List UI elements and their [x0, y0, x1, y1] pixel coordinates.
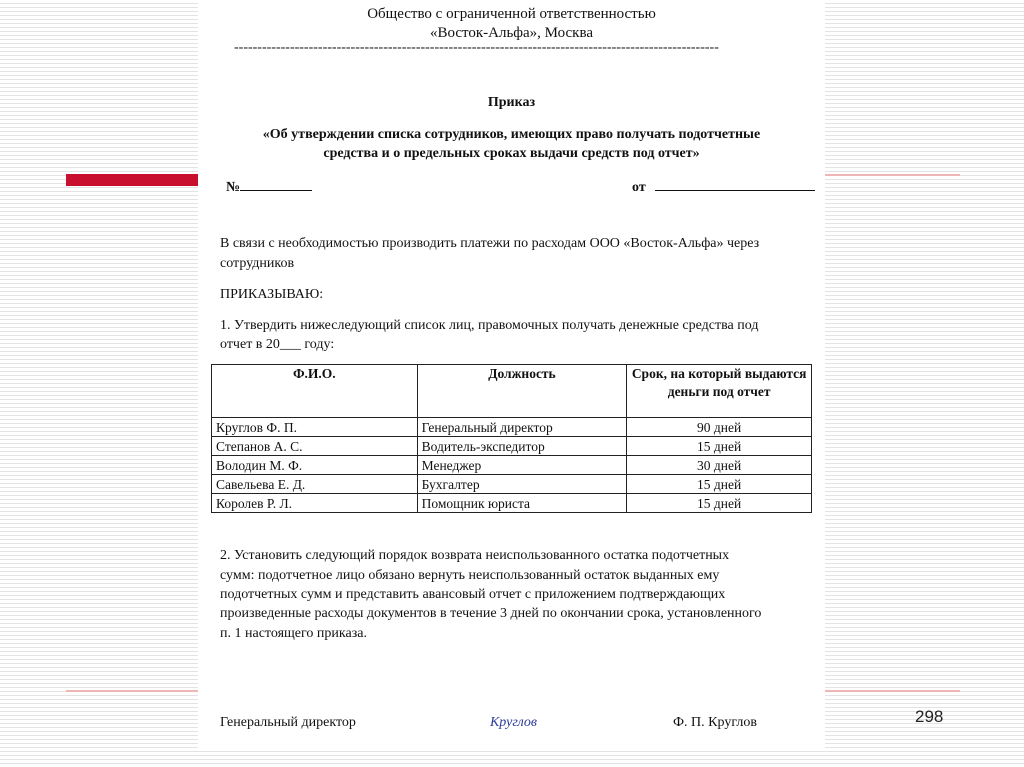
order-title: Приказ — [487, 95, 536, 110]
red-accent-bar — [66, 174, 198, 186]
table-row — [212, 494, 812, 513]
org-name-line1: Общество с ограниченной ответственностью — [367, 6, 656, 22]
order-number-blank — [240, 176, 312, 191]
header-divider: -------------------------------------------------------------------------------------------------------- — [234, 40, 719, 54]
slide-page-number: 298 — [915, 707, 944, 726]
table-row — [212, 418, 812, 437]
paragraph1-line2: отчет в 20___ году: — [220, 337, 335, 352]
header-fio: Ф.И.О. — [212, 365, 418, 418]
cell-name: Володин М. Ф. — [212, 456, 418, 475]
accent-line-right-top — [825, 174, 960, 176]
table-row — [212, 456, 812, 475]
order-number-label: № — [226, 180, 241, 195]
cell-position: Бухгалтер — [417, 475, 627, 494]
cell-name: Савельева Е. Д. — [212, 475, 418, 494]
header-term: Срок, на который выдаются деньги под отчет — [627, 365, 812, 418]
paragraph2-line1: 2. Установить следующий порядок возврата неиспользованного остатка подотчетных — [220, 548, 730, 563]
table-row — [212, 437, 812, 456]
order-word: ПРИКАЗЫВАЮ: — [220, 287, 324, 302]
accent-line-left-bottom — [66, 690, 198, 692]
header-position: Должность — [417, 365, 627, 418]
order-date-label: от — [632, 180, 646, 195]
cell-name: Круглов Ф. П. — [212, 418, 418, 437]
cell-name: Степанов А. С. — [212, 437, 418, 456]
document-page — [198, 0, 825, 748]
table-row — [212, 475, 812, 494]
intro-line2: сотрудников — [220, 256, 295, 271]
order-date-field — [632, 176, 815, 196]
handwritten-signature: Круглов — [490, 715, 537, 730]
signature-role: Генеральный директор — [220, 715, 356, 730]
paragraph2-line3: подотчетных сумм и представить авансовый отчет с приложением подтверждающих — [220, 587, 726, 602]
accent-line-right-bottom — [825, 690, 960, 692]
paragraph1-line1: 1. Утвердить нижеследующий список лиц, правомочных получать денежные средства под — [220, 318, 759, 333]
order-subtitle-line2: средства и о предельных сроках выдачи средств под отчет» — [323, 146, 700, 161]
org-name-line2: «Восток-Альфа», Москва — [429, 25, 594, 41]
cell-position: Менеджер — [417, 456, 627, 475]
table-header-row — [212, 365, 812, 418]
cell-term: 15 дней — [627, 494, 812, 513]
cell-term: 15 дней — [627, 437, 812, 456]
order-date-blank — [655, 176, 815, 191]
cell-term: 90 дней — [627, 418, 812, 437]
cell-position: Генеральный директор — [417, 418, 627, 437]
order-subtitle-line1: «Об утверждении списка сотрудников, имеющих право получать подотчетные — [262, 127, 761, 142]
paragraph2-line4: произведенные расходы документов в течение 3 дней по окончании срока, установленного — [220, 606, 762, 621]
cell-name: Королев Р. Л. — [212, 494, 418, 513]
paragraph2-line5: п. 1 настоящего приказа. — [220, 626, 367, 641]
order-number-field — [226, 176, 312, 196]
intro-line1: В связи с необходимостью производить платежи по расходам ООО «Восток-Альфа» через — [220, 236, 760, 251]
cell-position: Помощник юриста — [417, 494, 627, 513]
signatory-name: Ф. П. Круглов — [673, 715, 757, 730]
cell-term: 15 дней — [627, 475, 812, 494]
staff-table — [211, 364, 812, 513]
cell-position: Водитель-экспедитор — [417, 437, 627, 456]
cell-term: 30 дней — [627, 456, 812, 475]
paragraph2-line2: сумм: подотчетное лицо обязано вернуть неиспользованный остаток выданных ему — [220, 568, 720, 583]
